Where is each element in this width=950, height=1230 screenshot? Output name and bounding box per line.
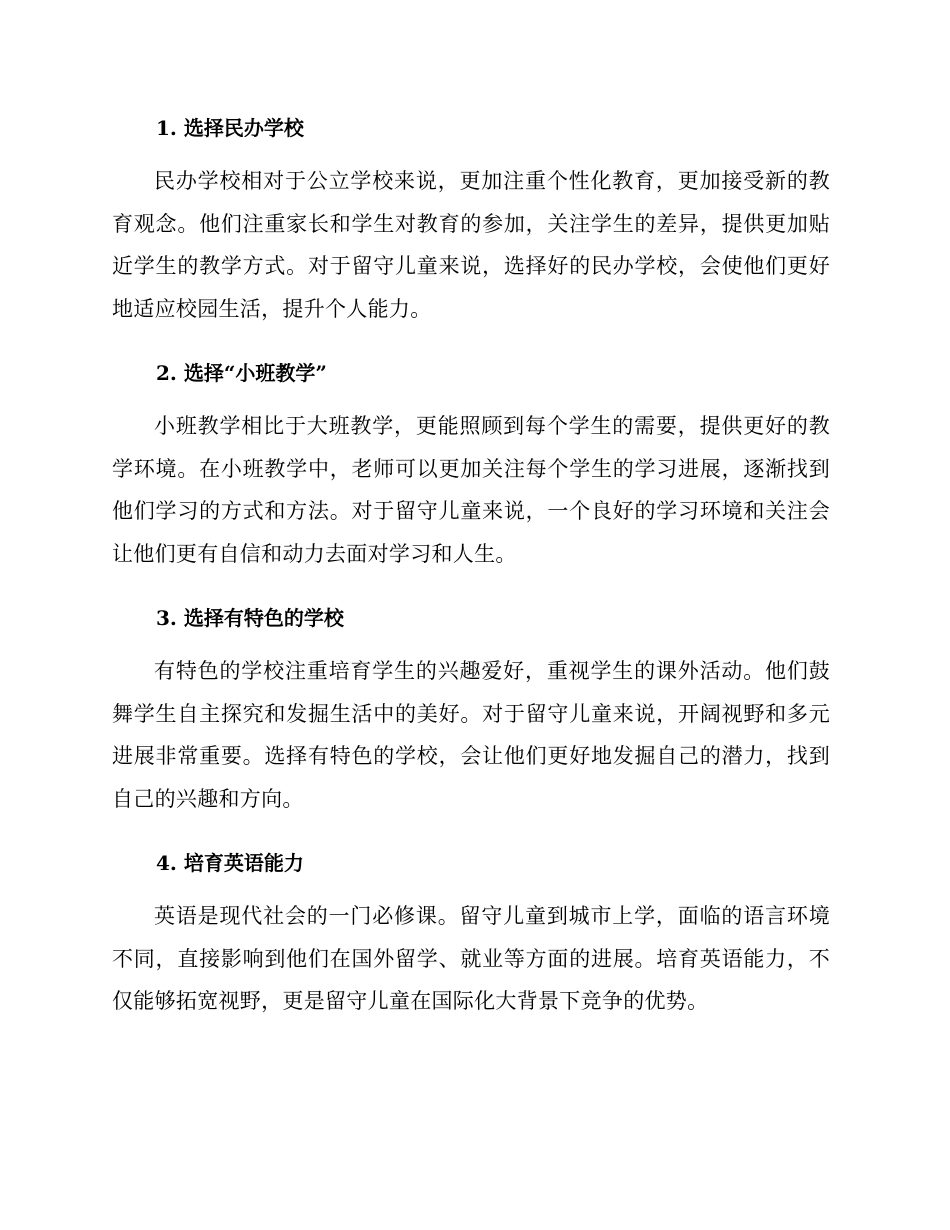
section-heading: 4. 培育英语能力 — [156, 851, 304, 875]
section-paragraph: 有特色的学校注重培育学生的兴趣爱好，重视学生的课外活动。他们鼓舞学生自主探究和发掘生活中的美好。对于留守儿童来说，开阔视野和多元进展非常重要。选择有特色的学校，会让他们更好地发掘自己的潜力，找到自己的兴趣和方向。 — [112, 659, 830, 811]
section-private-school — [112, 108, 830, 330]
section-paragraph: 英语是现代社会的一门必修课。留守儿童到城市上学，面临的语言环境不同，直接影响到他们在国外留学、就业等方面的进展。培育英语能力，不仅能够拓宽视野，更是留守儿童在国际化大背景下竞争的优势。 — [112, 904, 830, 1013]
section-small-class — [112, 353, 830, 575]
section-heading: 1. 选择民办学校 — [156, 116, 304, 140]
section-english-ability — [112, 843, 830, 1023]
section-paragraph: 民办学校相对于公立学校来说，更加注重个性化教育，更加接受新的教育观念。他们注重家长和学生对教育的参加，关注学生的差异，提供更加贴近学生的教学方式。对于留守儿童来说，选择好的民办学校，会使他们更好地适应校园生活，提升个人能力。 — [112, 169, 830, 321]
document-content — [112, 108, 830, 1023]
section-paragraph: 小班教学相比于大班教学，更能照顾到每个学生的需要，提供更好的教学环境。在小班教学中，老师可以更加关注每个学生的学习进展，逐渐找到他们学习的方式和方法。对于留守儿童来说，一个良好的学习环境和关注会让他们更有自信和动力去面对学习和人生。 — [112, 414, 830, 566]
section-heading: 3. 选择有特色的学校 — [156, 606, 344, 630]
section-distinctive-school — [112, 598, 830, 820]
section-heading: 2. 选择“小班教学” — [156, 361, 327, 385]
